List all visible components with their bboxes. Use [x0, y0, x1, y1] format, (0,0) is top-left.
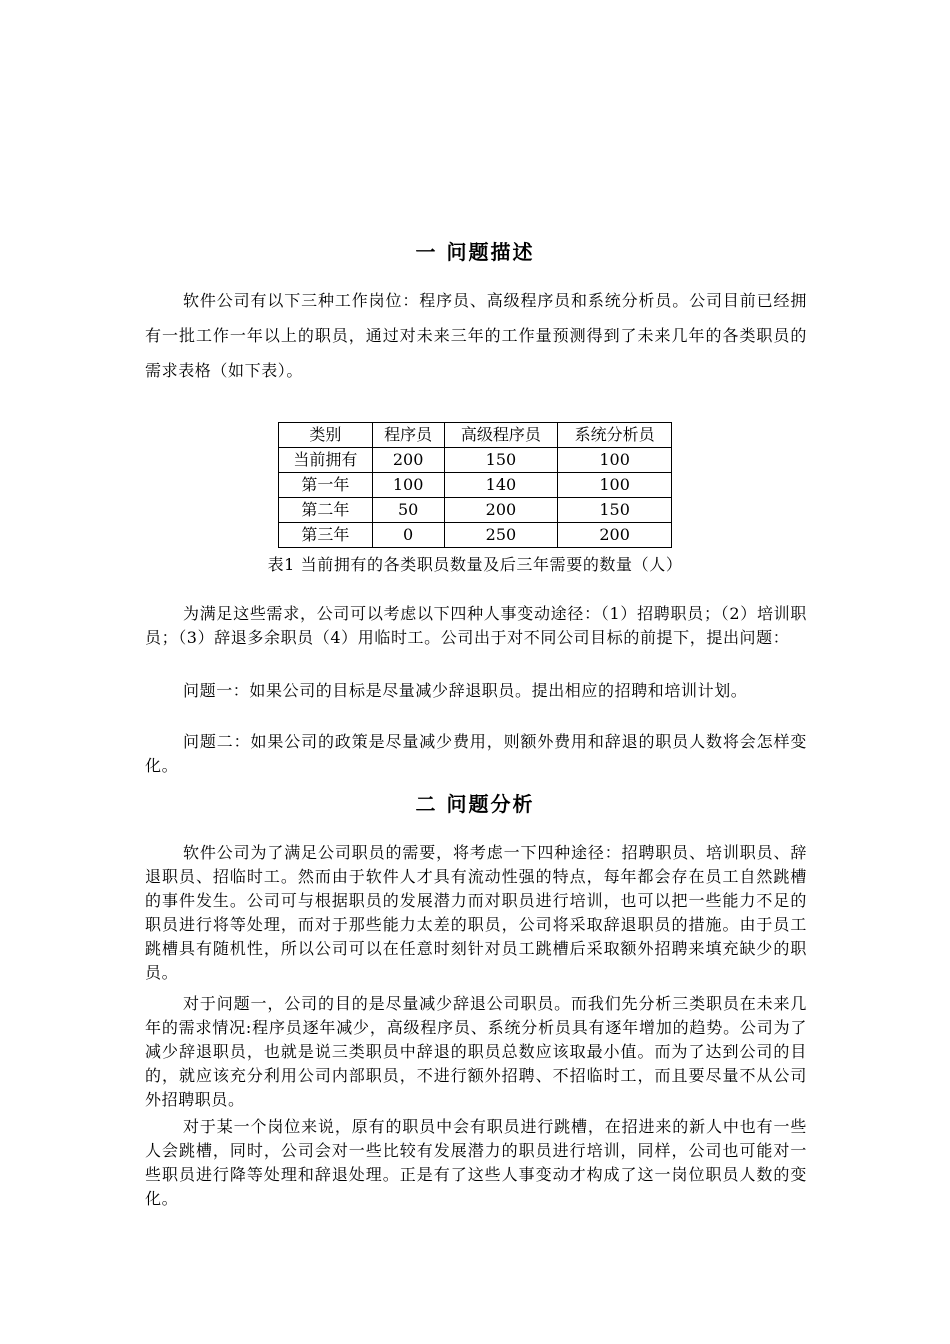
staff-demand-table — [278, 422, 672, 548]
section-title-problem-description: 一 问题描述 — [415, 240, 535, 264]
analysis-paragraph-2: 对于问题一，公司的目的是尽量减少辞退公司职员。而我们先分析三类职员在未来几年的需求情况:程序员逐年减少，高级程序员、系统分析员具有逐年增加的趋势。公司为了减少辞退职员，也就是说三类职员中辞退的职员总数应该取最小值。而为了达到公司的目的，就应该充分利用公司内部职员，不进行额外招聘、不招临时工，而且要尽量不从公司外招聘职员。 — [145, 994, 807, 1109]
table-row — [279, 473, 672, 498]
table-cell: 第二年 — [279, 498, 373, 523]
table-cell: 150 — [444, 448, 558, 473]
table-cell: 第三年 — [279, 523, 373, 548]
change-approaches-paragraph: 为满足这些需求，公司可以考虑以下四种人事变动途径：（1）招聘职员；（2）培训职员；（3）辞退多余职员（4）用临时工。公司出于对不同公司目标的前提下，提出问题： — [145, 604, 807, 647]
table-cell: 200 — [372, 448, 444, 473]
table-cell: 0 — [372, 523, 444, 548]
analysis-paragraph-3: 对于某一个岗位来说，原有的职员中会有职员进行跳槽，在招进来的新人中也有一些人会跳槽，同时，公司会对一些比较有发展潜力的职员进行培训，同样，公司也可能对一些职员进行降等处理和辞退处理。正是有了这些人事变动才构成了这一岗位职员人数的变化。 — [145, 1117, 807, 1208]
table-cell: 第一年 — [279, 473, 373, 498]
table-row — [279, 523, 672, 548]
table-cell: 100 — [558, 448, 672, 473]
table-header-cell: 类别 — [279, 423, 373, 448]
question-two-paragraph: 问题二：如果公司的政策是尽量减少费用，则额外费用和辞退的职员人数将会怎样变化。 — [145, 732, 807, 775]
table-cell: 200 — [444, 498, 558, 523]
table-header-row — [279, 423, 672, 448]
section-title-problem-analysis: 二 问题分析 — [415, 792, 535, 816]
table-row — [279, 448, 672, 473]
table-cell: 100 — [372, 473, 444, 498]
table-cell: 100 — [558, 473, 672, 498]
table-header-cell: 系统分析员 — [558, 423, 672, 448]
intro-paragraph: 软件公司有以下三种工作岗位：程序员、高级程序员和系统分析员。公司目前已经拥有一批工作一年以上的职员，通过对未来三年的工作量预测得到了未来几年的各类职员的需求表格（如下表）。 — [145, 291, 807, 380]
table-header-cell: 高级程序员 — [444, 423, 558, 448]
table-caption: 表1 当前拥有的各类职员数量及后三年需要的数量（人） — [267, 555, 683, 574]
question-one-paragraph: 问题一：如果公司的目标是尽量减少辞退职员。提出相应的招聘和培训计划。 — [183, 681, 748, 700]
analysis-paragraph-1: 软件公司为了满足公司职员的需要，将考虑一下四种途径：招聘职员、培训职员、辞退职员、招临时工。然而由于软件人才具有流动性强的特点，每年都会存在员工自然跳槽的事件发生。公司可与根据职员的发展潜力而对职员进行培训，也可以把一些能力不足的职员进行将等处理，而对于那些能力太差的职员，公司将采取辞退职员的措施。由于员工跳槽具有随机性，所以公司可以在任意时刻针对员工跳槽后采取额外招聘来填充缺少的职员。 — [145, 843, 807, 982]
table-cell: 140 — [444, 473, 558, 498]
table-cell: 50 — [372, 498, 444, 523]
table-cell: 200 — [558, 523, 672, 548]
table-cell: 当前拥有 — [279, 448, 373, 473]
table-cell: 250 — [444, 523, 558, 548]
table-row — [279, 498, 672, 523]
table-header-cell: 程序员 — [372, 423, 444, 448]
table-cell: 150 — [558, 498, 672, 523]
